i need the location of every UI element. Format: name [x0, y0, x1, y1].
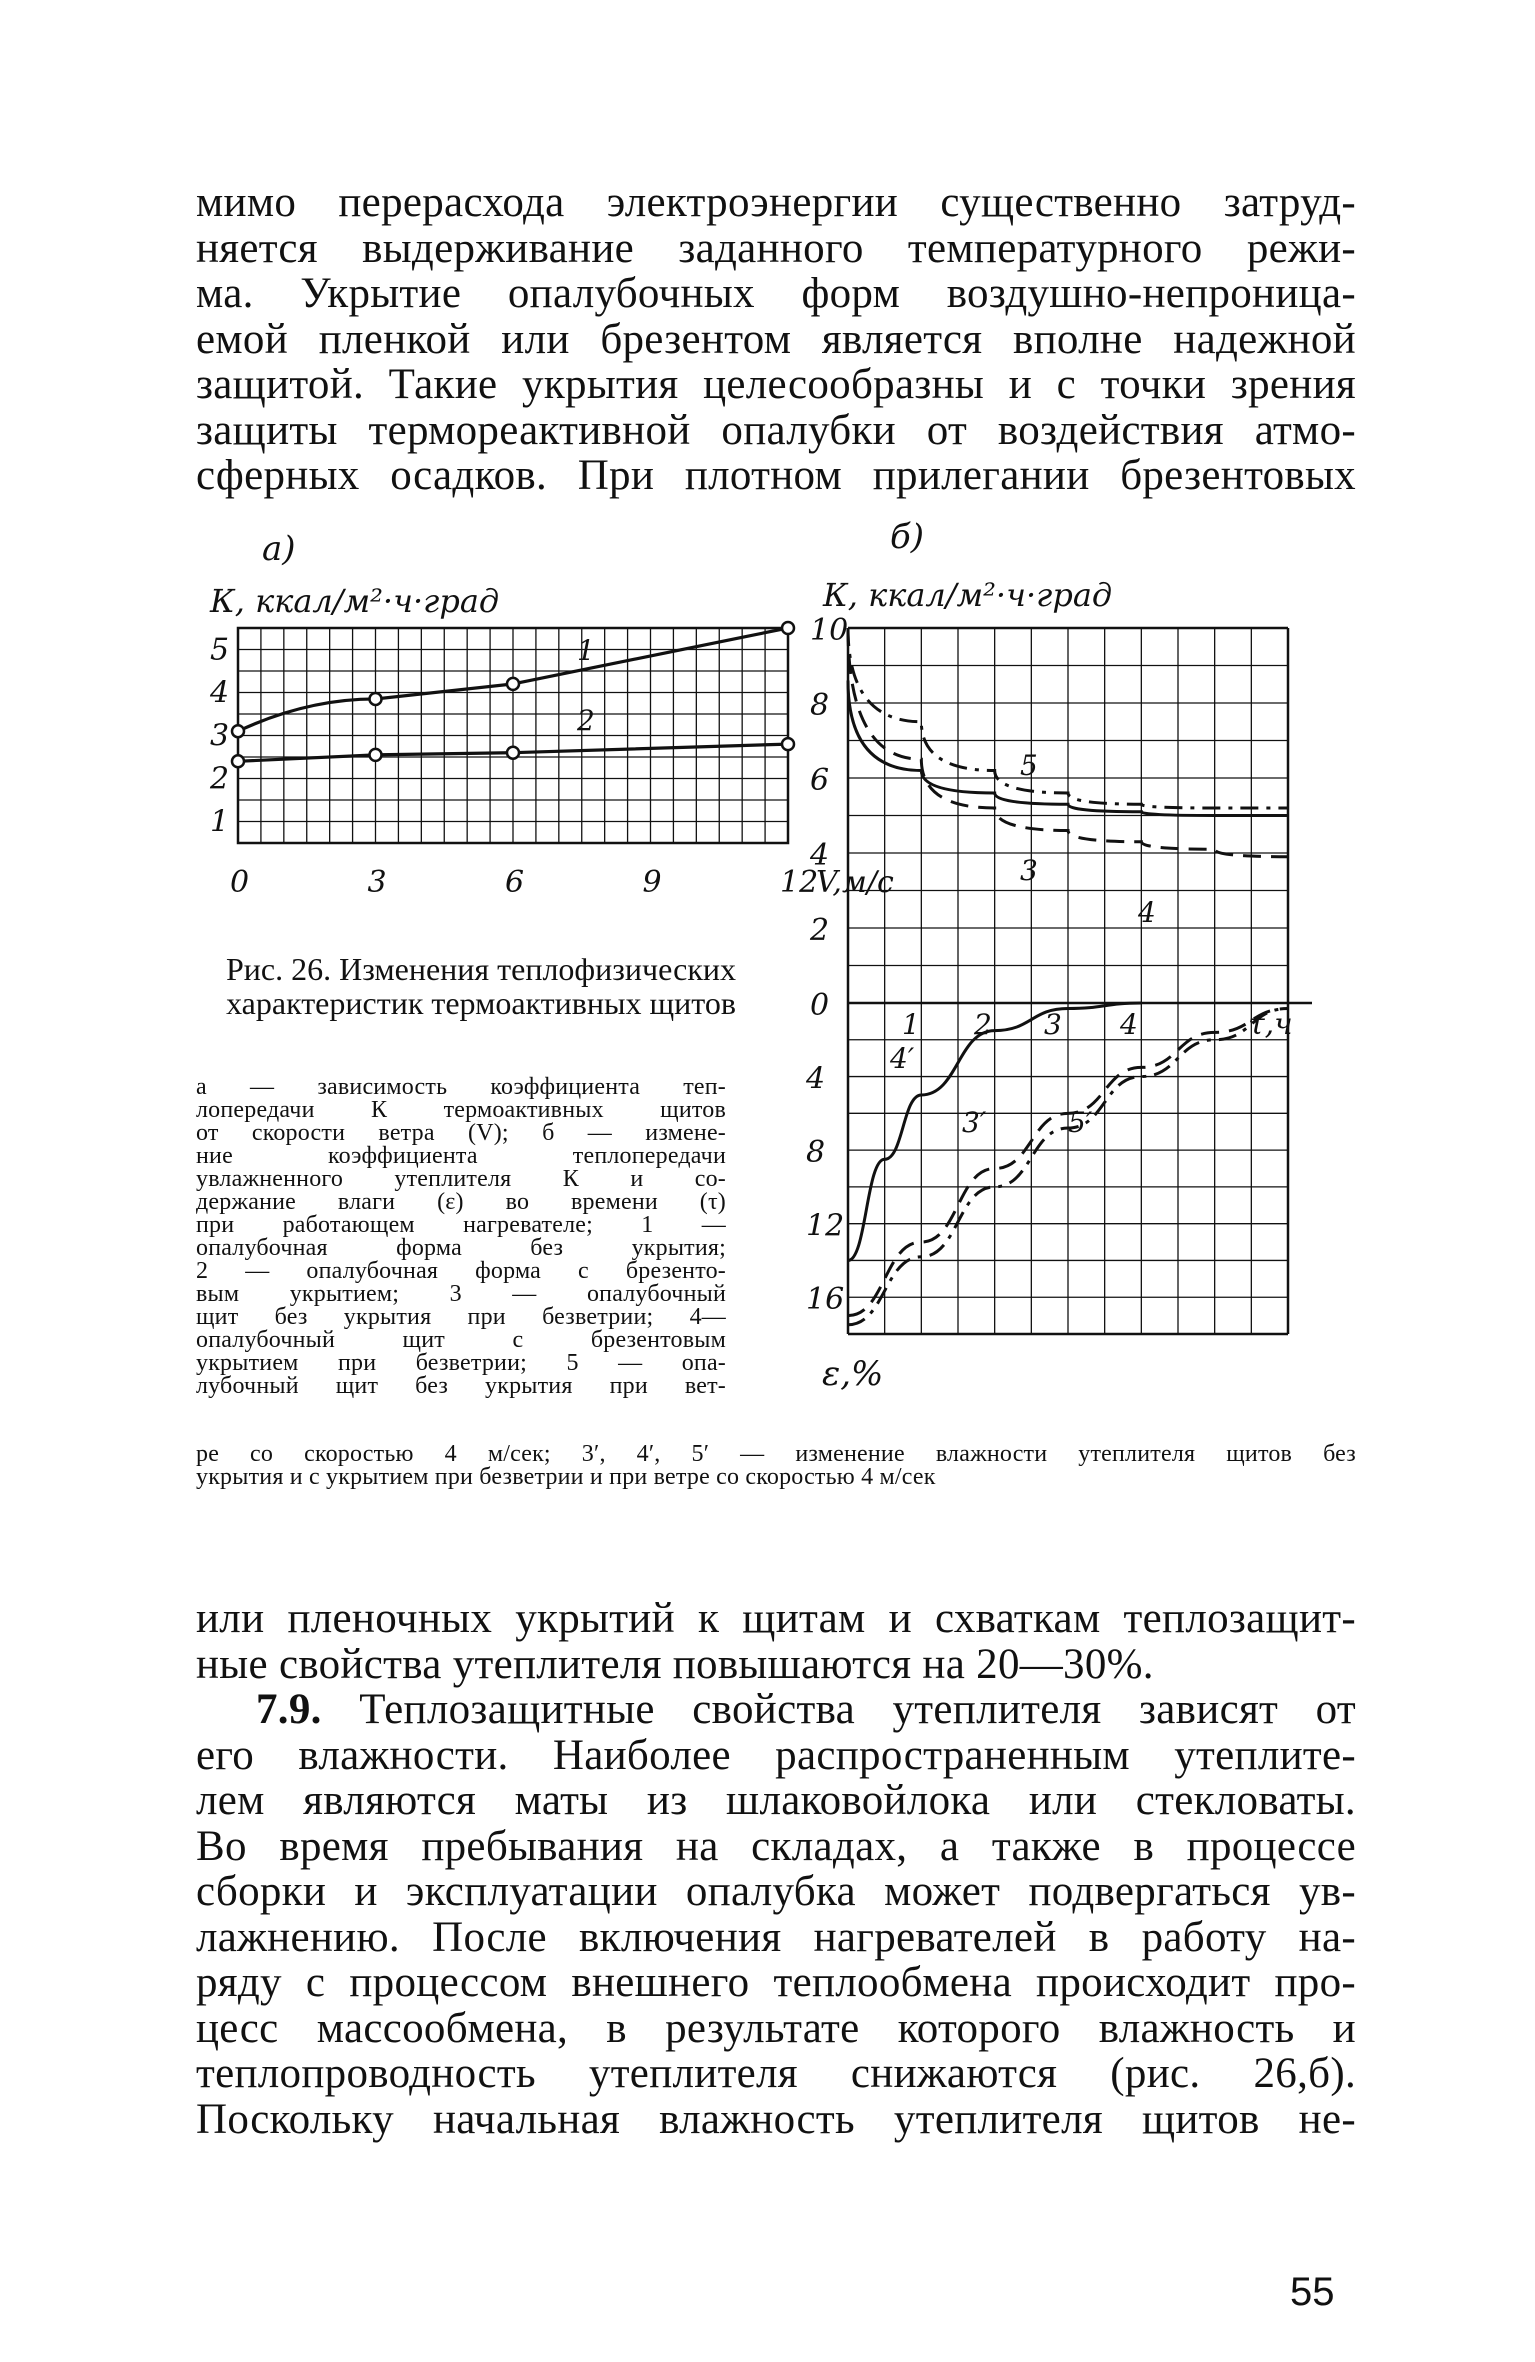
y-tick-label-a: 1 — [210, 804, 230, 840]
caption-line: при работающем нагревателе; 1 — — [196, 1212, 726, 1238]
y-tick-label-a: 4 — [210, 675, 230, 711]
text-line: сферных осадков. При плотном прилегании брезентовых — [196, 452, 1356, 499]
y-tick-label-b: 12 — [806, 1208, 845, 1244]
caption-line: 2 — опалубочная форма с брезенто- — [196, 1258, 726, 1284]
y-axis-label-a: К, ккал/м²·ч·град — [210, 582, 500, 620]
y-tick-label-b: 10 — [810, 613, 849, 648]
bottom-paragraph — [196, 1596, 1356, 2142]
series-label-3′: 3′ — [962, 1106, 987, 1139]
caption-line: лубочный щит без укрытия при вет- — [196, 1373, 726, 1399]
panel-label-a: а) — [262, 529, 296, 569]
text-line: мимо перерасхода электроэнергии существенно затруд- — [196, 179, 1356, 226]
y-tick-label-a: 5 — [210, 632, 230, 668]
panel-label-b: б) — [890, 517, 925, 557]
series-label-3: 3 — [1020, 854, 1038, 887]
y-tick-label-b: 4 — [806, 1061, 826, 1097]
y-tick-label-b: 8 — [806, 1135, 826, 1171]
caption-line: ние коэффициента теплопередачи — [196, 1143, 726, 1169]
x-tick-label-a: 0 — [230, 865, 250, 900]
y-tick-label-b: 8 — [810, 688, 830, 723]
x-tick-label-a: 12 — [780, 865, 819, 900]
grid-b — [848, 628, 1312, 1334]
x-axis-label-b: τ,ч — [1248, 1007, 1293, 1042]
caption-line: опалубочная форма без укрытия; — [196, 1235, 726, 1261]
caption-line: от скорости ветра (V); б — измене- — [196, 1120, 726, 1146]
page-number: 55 — [1290, 2270, 1335, 2314]
text-line: защиты термореактивной опалубки от воздействия атмо- — [196, 406, 1356, 454]
y-tick-label-b: 0 — [810, 988, 830, 1023]
series-label-4′: 4′ — [890, 1042, 915, 1075]
y-tick-label-b: 6 — [810, 763, 830, 798]
text-line: лем являются маты из шлаковойлока или стекловаты. — [196, 1777, 1356, 1824]
series-label-5: 5 — [1020, 749, 1038, 782]
caption-line: ре со скоростью 4 м/сек; 3′, 4′, 5′ — изменение влажности утеплителя щитов без — [196, 1441, 1356, 1467]
figure-caption-description-continued — [196, 1443, 1356, 1489]
y-tick-label-b: 2 — [810, 913, 830, 948]
caption-line: держание влаги (ε) во времени (τ) — [196, 1189, 726, 1215]
zone-label-4: 4 — [1120, 1008, 1138, 1041]
text-line: ряду с процессом внешнего теплообмена происходит про- — [196, 1959, 1356, 2006]
caption-line: а — зависимость коэффициента теп- — [196, 1074, 726, 1100]
text-line: или пленочных укрытий к щитам и схваткам теплозащит- — [196, 1595, 1356, 1642]
caption-line: лопередачи К термоактивных щитов — [196, 1097, 726, 1123]
zone-label-3: 3 — [1044, 1008, 1062, 1041]
figure-caption-description — [196, 1076, 726, 1398]
caption-line: вым укрытием; 3 — опалубочный — [196, 1281, 726, 1307]
x-tick-label-a: 9 — [642, 865, 662, 900]
x-tick-label-a: 6 — [505, 865, 525, 900]
series-label-4: 4 — [1138, 896, 1156, 929]
y-tick-label-a: 3 — [210, 718, 230, 754]
y-tick-label-a: 2 — [210, 761, 230, 797]
section-line-text: Теплозащитные свойства утеплителя зависят от — [359, 1686, 1356, 1733]
series-label-5′: 5′ — [1068, 1106, 1093, 1139]
series-label-2: 2 — [577, 704, 595, 737]
section-number: 7.9. — [256, 1686, 322, 1733]
figure-caption-title: Рис. 26. Изменения теплофизических характеристик термоактивных щитов — [225, 951, 737, 1021]
text-line: цесс массообмена, в результате которого влажность и — [196, 2004, 1356, 2052]
ticks-b — [805, 613, 848, 1317]
y-axis-label-b: К, ккал/м²·ч·град — [823, 576, 1113, 614]
text-line: ма. Укрытие опалубочных форм воздушно-непроница- — [196, 270, 1356, 317]
series-label-1: 1 — [577, 634, 595, 667]
text-line: няется выдерживание заданного температурного режи- — [196, 224, 1356, 272]
zone-label-2: 2 — [974, 1008, 992, 1041]
y-tick-label-b: 4 — [810, 838, 830, 873]
bottom-y-axis-label-b: ε,% — [822, 1354, 884, 1394]
y-tick-label-b: 16 — [806, 1282, 845, 1318]
text-line: сборки и эксплуатации опалубка может подвергаться ув- — [196, 1868, 1356, 1915]
text-line: ные свойства утеплителя повышаются на 20—30%. — [196, 1640, 1154, 1688]
caption-line: щит без укрытия при безветрии; 4— — [196, 1304, 726, 1330]
text-line: Во время пребывания на складах, а также в процессе — [196, 1822, 1356, 1870]
text-line: защитой. Такие укрытия целесообразны и с точки зрения — [196, 361, 1356, 408]
zone-label-1: 1 — [902, 1008, 920, 1041]
caption-line: укрытием при безветрии; 5 — опа- — [196, 1350, 726, 1376]
text-line: теплопроводность утеплителя снижаются (рис. 26,б). — [196, 2050, 1356, 2097]
x-tick-label-a: 3 — [367, 865, 387, 900]
text-line: лажнению. После включения нагревателей в работу на- — [196, 1913, 1356, 1961]
text-line: его влажности. Наиболее распространенным утеплите- — [196, 1731, 1356, 1779]
text-line — [196, 1687, 1356, 1733]
caption-line: опалубочный щит с брезентовым — [196, 1327, 726, 1353]
x-axis-label-a: V,м/с — [816, 865, 894, 900]
text-line: Поскольку начальная влажность утеплителя щитов не- — [196, 2095, 1356, 2143]
series-labels-b — [889, 749, 1156, 1139]
caption-line: укрытия и с укрытием при безветрии и при ветре со скоростью 4 м/сек — [196, 1464, 936, 1490]
caption-line: увлажненного утеплителя К и со- — [196, 1166, 726, 1192]
text-line: емой пленкой или брезентом является вполне надежной — [196, 315, 1356, 363]
